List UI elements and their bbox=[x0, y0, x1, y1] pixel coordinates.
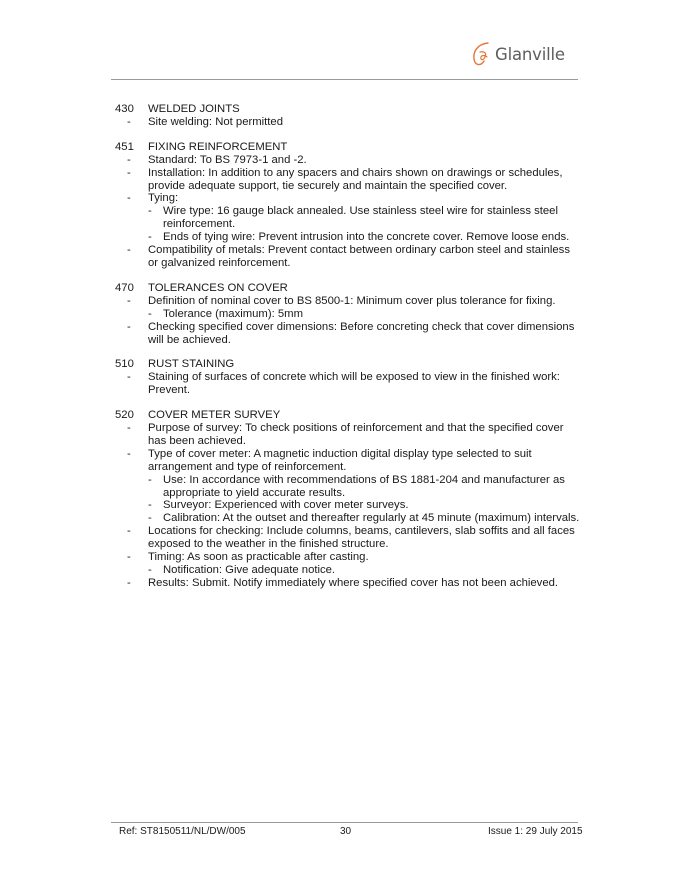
bullet-dash: - bbox=[148, 307, 152, 320]
clause-number: 451 bbox=[115, 140, 134, 153]
clause-subitem bbox=[115, 474, 580, 500]
subitem-text: Wire type: 16 gauge black annealed. Use stainless steel wire for stainless steel reinforcement. bbox=[163, 205, 558, 231]
bullet-dash: - bbox=[127, 551, 131, 564]
clause-subitem bbox=[115, 499, 580, 512]
clause-item bbox=[115, 525, 580, 551]
clause-title: FIXING REINFORCEMENT bbox=[148, 140, 288, 153]
clause-subitem bbox=[115, 308, 580, 321]
clause-item bbox=[115, 577, 580, 590]
bullet-dash: - bbox=[127, 576, 131, 589]
specification-body bbox=[115, 103, 580, 602]
clause-heading bbox=[115, 409, 580, 422]
clause-item bbox=[115, 321, 580, 347]
clause-item bbox=[115, 116, 580, 129]
bullet-dash: - bbox=[148, 499, 152, 512]
clause-item bbox=[115, 192, 580, 205]
subitem-text: Surveyor: Experienced with cover meter surveys. bbox=[163, 499, 409, 512]
bullet-dash: - bbox=[127, 320, 131, 333]
item-text: Standard: To BS 7973-1 and -2. bbox=[148, 153, 307, 166]
clause-item bbox=[115, 244, 580, 270]
bullet-dash: - bbox=[127, 244, 131, 257]
subitem-text: Calibration: At the outset and thereafter regularly at 45 minute (maximum) intervals. bbox=[163, 512, 580, 525]
clause-item bbox=[115, 551, 580, 564]
clause-title: WELDED JOINTS bbox=[148, 103, 240, 115]
bullet-dash: - bbox=[127, 115, 131, 128]
bullet-dash: - bbox=[127, 447, 131, 460]
item-text: Staining of surfaces of concrete which will be exposed to view in the finished work: Prevent. bbox=[148, 371, 560, 397]
clause-heading bbox=[115, 358, 580, 371]
item-text: Compatibility of metals: Prevent contact between ordinary carbon steel and stainless or galvanized reinforcement. bbox=[148, 244, 570, 269]
clause-heading bbox=[115, 141, 580, 154]
bullet-dash: - bbox=[127, 422, 131, 435]
bullet-dash: - bbox=[127, 153, 131, 166]
clause-item bbox=[115, 422, 580, 448]
footer-issue-date: Issue 1: 29 July 2015 bbox=[488, 826, 583, 837]
subitem-text: Ends of tying wire: Prevent intrusion into the concrete cover. Remove loose ends. bbox=[163, 231, 570, 244]
company-logo bbox=[470, 38, 565, 70]
clause-subitem bbox=[115, 512, 580, 525]
clause-item bbox=[115, 167, 580, 193]
item-text: Installation: In addition to any spacers and chairs shown on drawings or schedules, provide adequate support, tie securely and maintain the specified cover. bbox=[148, 166, 563, 192]
footer-divider bbox=[111, 822, 578, 823]
clause-subitem bbox=[115, 205, 580, 231]
bullet-dash: - bbox=[127, 294, 131, 307]
clause-number: 520 bbox=[115, 409, 134, 422]
item-text: Timing: As soon as practicable after casting. bbox=[148, 551, 369, 564]
bullet-dash: - bbox=[127, 525, 131, 538]
footer-reference: Ref: ST8150511/NL/DW/005 bbox=[119, 826, 246, 837]
g-swirl-logo-icon bbox=[470, 39, 492, 69]
bullet-dash: - bbox=[148, 473, 152, 486]
bullet-dash: - bbox=[127, 192, 131, 205]
clause-item bbox=[115, 154, 580, 167]
clause-number: 510 bbox=[115, 358, 134, 371]
bullet-dash: - bbox=[148, 512, 152, 525]
header-divider bbox=[111, 79, 578, 80]
clause-subitem bbox=[115, 564, 580, 577]
bullet-dash: - bbox=[148, 564, 152, 576]
item-text: Site welding: Not permitted bbox=[148, 115, 284, 128]
subitem-text: Tolerance (maximum): 5mm bbox=[163, 307, 303, 320]
clause-title: RUST STAINING bbox=[148, 358, 235, 371]
clause-510 bbox=[115, 358, 580, 397]
clause-number: 430 bbox=[115, 103, 134, 115]
clause-item bbox=[115, 295, 580, 308]
bullet-dash: - bbox=[148, 231, 152, 244]
clause-heading bbox=[115, 103, 580, 116]
bullet-dash: - bbox=[148, 205, 152, 218]
bullet-dash: - bbox=[127, 166, 131, 179]
clause-430 bbox=[115, 103, 580, 129]
clause-title: COVER METER SURVEY bbox=[148, 409, 281, 422]
item-text: Definition of nominal cover to BS 8500-1: Minimum cover plus tolerance for fixing. bbox=[148, 294, 556, 307]
item-text: Checking specified cover dimensions: Before concreting check that cover dimensions will be achieved. bbox=[148, 320, 575, 346]
clause-520 bbox=[115, 409, 580, 590]
clause-title: TOLERANCES ON COVER bbox=[148, 281, 288, 294]
item-text: Purpose of survey: To check positions of reinforcement and that the specified cover has been achieved. bbox=[148, 422, 564, 447]
clause-item bbox=[115, 448, 580, 474]
clause-451 bbox=[115, 141, 580, 270]
clause-470 bbox=[115, 282, 580, 347]
page-number: 30 bbox=[340, 826, 352, 837]
subitem-text: Use: In accordance with recommendations of BS 1881-204 and manufacturer as appropriate to yield accurate results. bbox=[163, 473, 565, 499]
item-text: Results: Submit. Notify immediately where specified cover has not been achieved. bbox=[148, 576, 559, 589]
item-text: Locations for checking: Include columns, beams, cantilevers, slab soffits and all faces exposed to the weather in the finished structure. bbox=[148, 525, 575, 551]
item-text: Type of cover meter: A magnetic induction digital display type selected to suit arrangement and type of reinforcement. bbox=[148, 447, 532, 473]
bullet-dash: - bbox=[127, 371, 131, 384]
clause-number: 470 bbox=[115, 281, 134, 294]
item-text: Tying: bbox=[148, 192, 179, 205]
clause-subitem bbox=[115, 231, 580, 244]
brand-name: Glanville bbox=[495, 44, 565, 64]
clause-heading bbox=[115, 282, 580, 295]
subitem-text: Notification: Give adequate notice. bbox=[163, 564, 336, 576]
clause-item bbox=[115, 371, 580, 397]
